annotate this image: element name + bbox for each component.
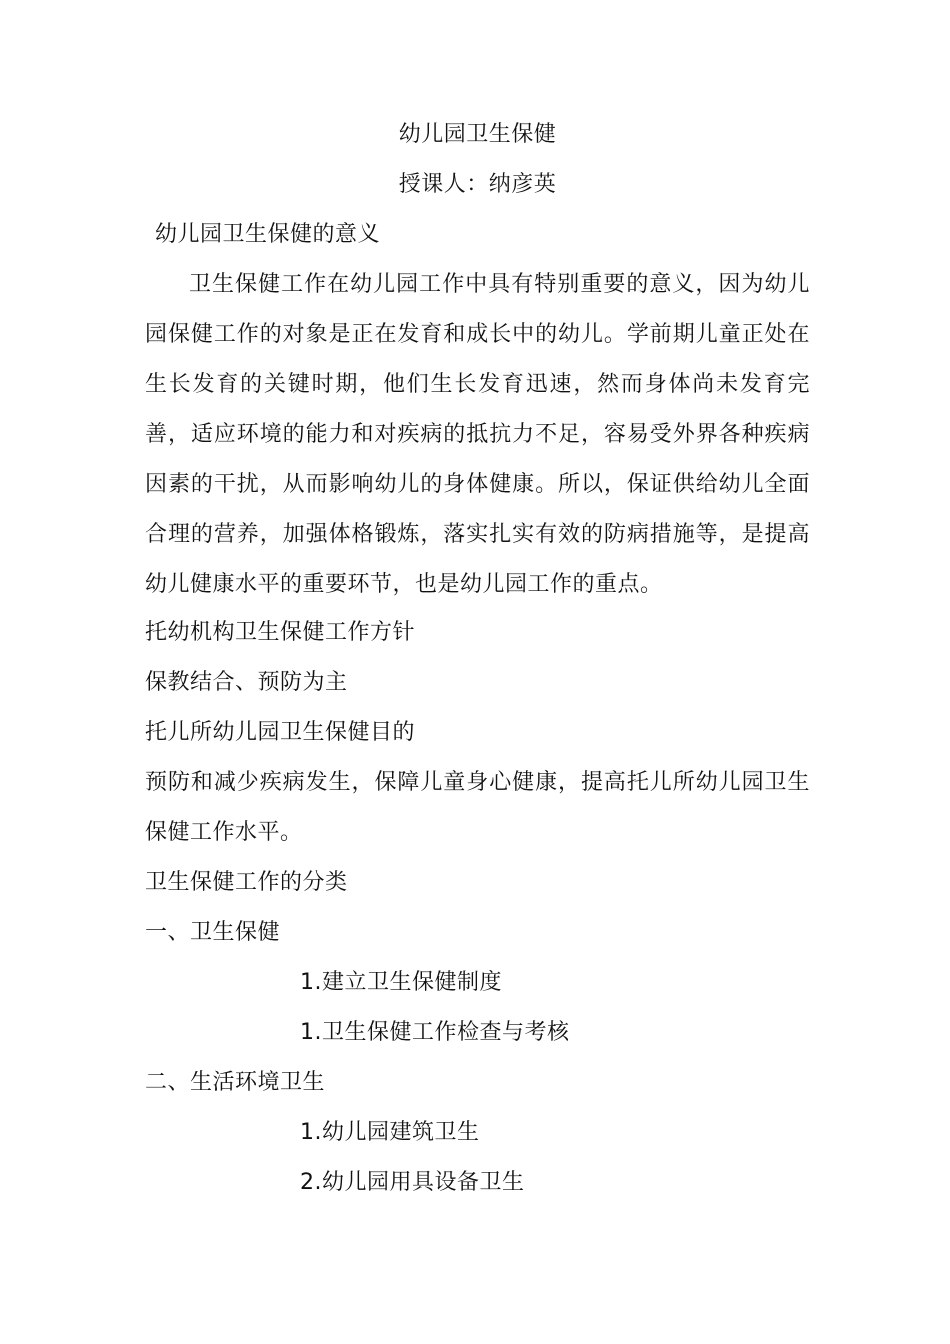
policy-heading: 托幼机构卫生保健工作方针 bbox=[145, 620, 416, 645]
category-1-heading: 一、卫生保健 bbox=[145, 920, 281, 945]
categories-heading: 卫生保健工作的分类 bbox=[145, 870, 348, 895]
section-meaning-paragraph: 卫生保健工作在幼儿园工作中具有特别重要的意义，因为幼儿园保健工作的对象是正在发育和成长中的幼儿。学前期儿童正处在生长发育的关键时期，他们生长发育迅速，然而身体尚未发育完善，适应环境的能力和对疾病的抵抗力不足，容易受外界各种疾病因素的干扰，从而影响幼儿的身体健康。所以，保证供给幼儿全面合理的营养，加强体格锻炼，落实扎实有效的防病措施等，是提高幼儿健康水平的重要环节，也是幼儿园工作的重点。 bbox=[145, 272, 810, 597]
category-1-item: 1.卫生保健工作检查与考核 bbox=[300, 1020, 570, 1045]
goal-paragraph: 预防和减少疾病发生，保障儿童身心健康，提高托儿所幼儿园卫生保健工作水平。 bbox=[145, 770, 810, 845]
policy-body: 保教结合、预防为主 bbox=[145, 670, 348, 695]
category-2-item: 1.幼儿园建筑卫生 bbox=[300, 1120, 480, 1145]
document-title: 幼儿园卫生保健 bbox=[398, 122, 557, 147]
goal-heading: 托儿所幼儿园卫生保健目的 bbox=[145, 720, 416, 745]
category-1-item: 1.建立卫生保健制度 bbox=[300, 970, 502, 995]
category-2-item: 2.幼儿园用具设备卫生 bbox=[300, 1170, 525, 1195]
document-author: 授课人：纳彦英 bbox=[398, 172, 557, 197]
category-2-heading: 二、生活环境卫生 bbox=[145, 1070, 326, 1095]
section-meaning-heading: 幼儿园卫生保健的意义 bbox=[155, 222, 381, 247]
